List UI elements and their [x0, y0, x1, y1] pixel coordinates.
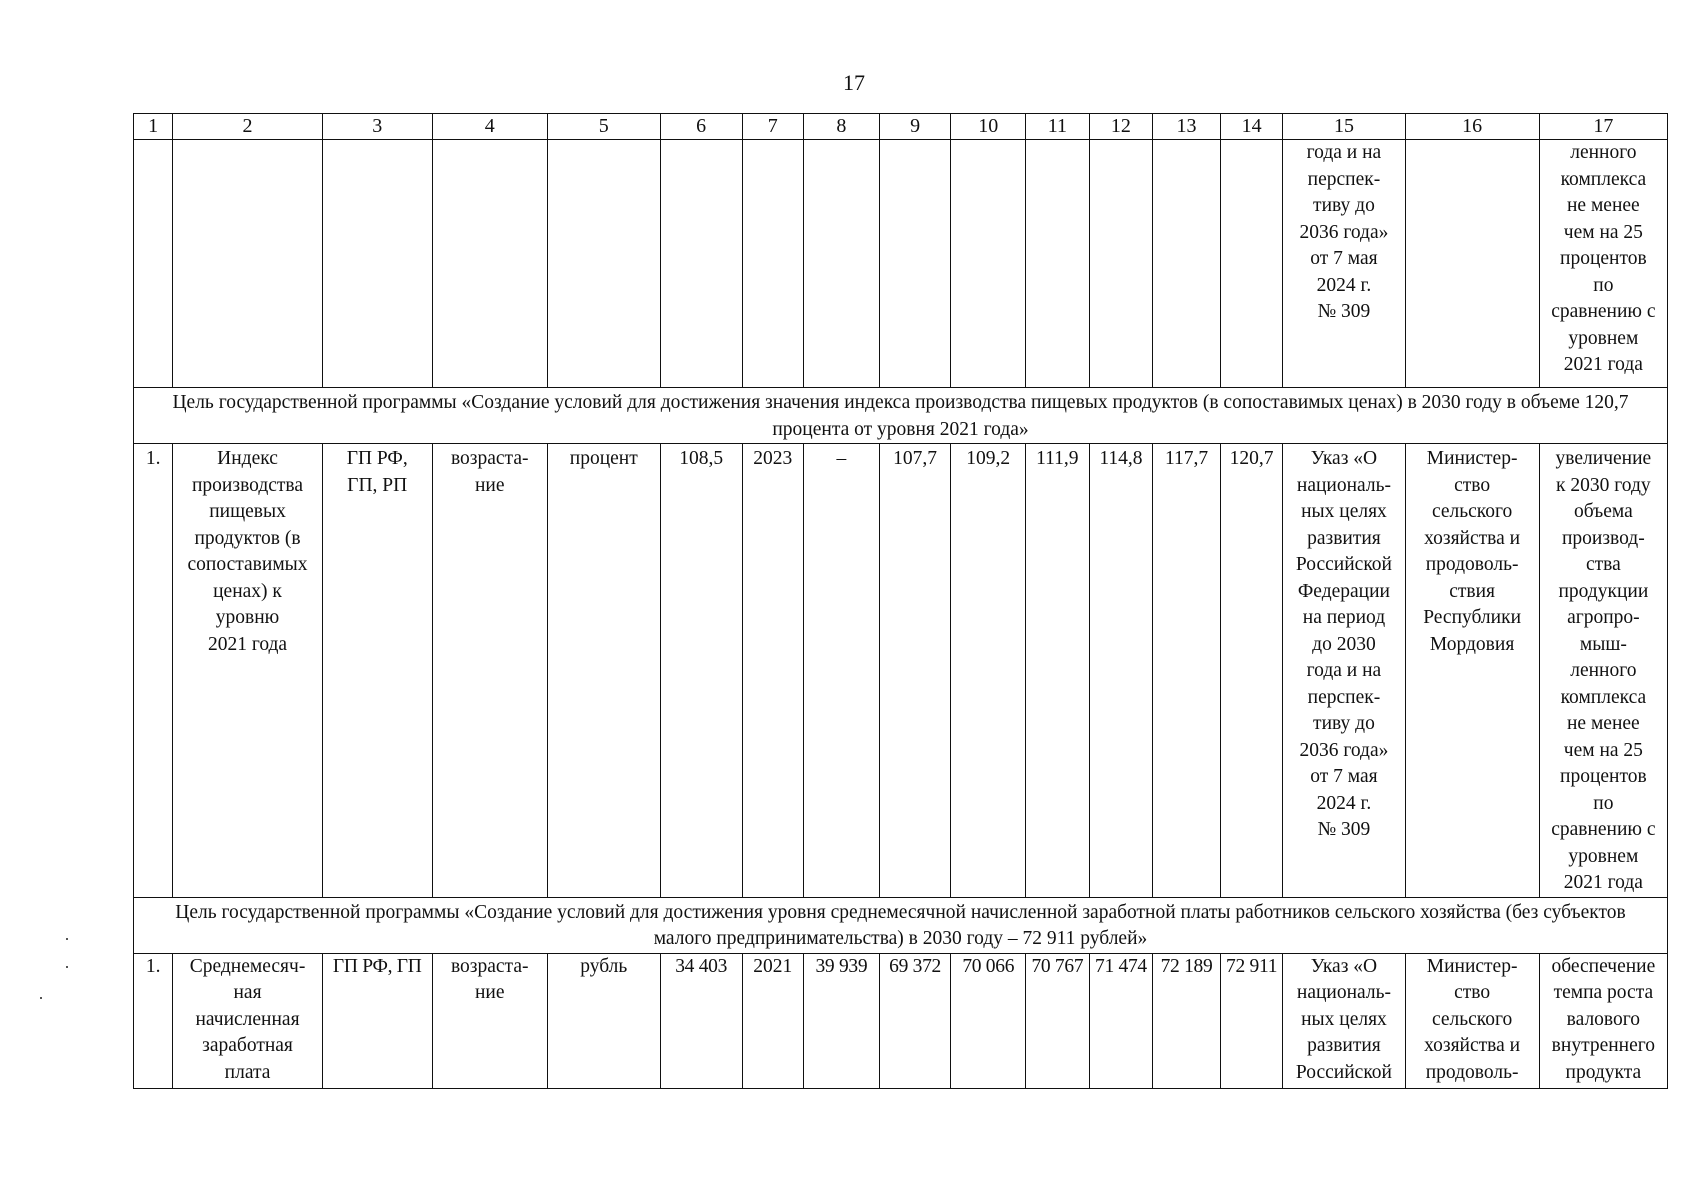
- year-value: 114,8: [1089, 444, 1153, 898]
- empty-cell: [322, 140, 432, 388]
- empty-cell: [1405, 140, 1539, 388]
- header-cell: 13: [1153, 114, 1221, 140]
- empty-cell: [660, 140, 742, 388]
- goal-heading: Цель государственной программы «Создание условий для достижения значения индекса производства пищевых продуктов (в сопоставимых ценах) в 2030 году в объеме 120,7 процента от уровня 2021 года»: [134, 388, 1668, 444]
- indicator-name: Индекс производства пищевых продуктов (в сопоставимых ценах) к уровню 2021 года: [173, 444, 322, 898]
- empty-cell: [742, 140, 804, 388]
- empty-cell: [432, 140, 547, 388]
- legal-basis-cell: года и на перспек- тиву до 2036 года» от 7 мая 2024 г. № 309: [1283, 140, 1405, 388]
- year-value: 39 939: [804, 953, 880, 1088]
- year-value: 117,7: [1153, 444, 1221, 898]
- header-cell: 10: [951, 114, 1026, 140]
- base-value: 108,5: [660, 444, 742, 898]
- year-value: 70 066: [951, 953, 1026, 1088]
- link-to-national-goal-cell: увеличение к 2030 году объема производ- ства продукции агропро- мыш- ленного комплекса не менее чем на 25 процентов по сравнению с уровнем 2021 года: [1539, 444, 1667, 898]
- year-value: 71 474: [1089, 953, 1153, 1088]
- indicator-trend: возраста- ние: [432, 444, 547, 898]
- header-cell: 15: [1283, 114, 1405, 140]
- empty-cell: [547, 140, 660, 388]
- year-value: 107,7: [879, 444, 951, 898]
- legal-basis-cell: Указ «О националь- ных целях развития Российской Федерации на период до 2030 года и на перспек- тиву до 2036 года» от 7 мая 2024 г. № 309: [1283, 444, 1405, 898]
- header-cell: 16: [1405, 114, 1539, 140]
- row-number: 1.: [134, 953, 173, 1088]
- header-cell: 3: [322, 114, 432, 140]
- empty-cell: [134, 140, 173, 388]
- continuation-row: [134, 140, 1668, 388]
- empty-cell: [1026, 140, 1090, 388]
- header-cell: 9: [879, 114, 951, 140]
- legal-basis-cell: Указ «О националь- ных целях развития Российской: [1283, 953, 1405, 1088]
- goal-heading: Цель государственной программы «Создание условий для достижения уровня среднемесячной начисленной заработной платы работников сельского хозяйства (без субъектов малого предпринимательства) в 2030 году – 72 911 рублей»: [134, 897, 1668, 953]
- empty-cell: [804, 140, 880, 388]
- base-value: 34 403: [660, 953, 742, 1088]
- base-year: 2021: [742, 953, 804, 1088]
- header-cell: 11: [1026, 114, 1090, 140]
- indicator-level: ГП РФ, ГП: [322, 953, 432, 1088]
- scan-speck: [66, 966, 68, 968]
- header-cell: 5: [547, 114, 660, 140]
- header-row: [134, 114, 1668, 140]
- goal-row: [134, 388, 1668, 444]
- indicator-trend: возраста- ние: [432, 953, 547, 1088]
- header-cell: 4: [432, 114, 547, 140]
- header-cell: 1: [134, 114, 173, 140]
- indicator-row: [134, 953, 1668, 1088]
- header-cell: 2: [173, 114, 322, 140]
- link-to-national-goal-cell: обеспечение темпа роста валового внутреннего продукта: [1539, 953, 1667, 1088]
- indicator-level: ГП РФ, ГП, РП: [322, 444, 432, 898]
- year-value: 111,9: [1026, 444, 1090, 898]
- empty-cell: [1089, 140, 1153, 388]
- year-value: 120,7: [1220, 444, 1283, 898]
- scan-speck: [40, 997, 42, 999]
- goal-row: [134, 897, 1668, 953]
- indicator-name: Среднемесяч- ная начисленная заработная плата: [173, 953, 322, 1088]
- year-value: 70 767: [1026, 953, 1090, 1088]
- header-cell: 14: [1220, 114, 1283, 140]
- year-value: 69 372: [879, 953, 951, 1088]
- scan-speck: [66, 938, 68, 940]
- header-cell: 6: [660, 114, 742, 140]
- empty-cell: [879, 140, 951, 388]
- responsible-body: Министер- ство сельского хозяйства и продоволь- ствия Республики Мордовия: [1405, 444, 1539, 898]
- header-cell: 12: [1089, 114, 1153, 140]
- base-year: 2023: [742, 444, 804, 898]
- year-value: 72 911: [1220, 953, 1283, 1088]
- year-value: 109,2: [951, 444, 1026, 898]
- year-value: –: [804, 444, 880, 898]
- empty-cell: [951, 140, 1026, 388]
- row-number: 1.: [134, 444, 173, 898]
- empty-cell: [173, 140, 322, 388]
- unit: процент: [547, 444, 660, 898]
- unit: рубль: [547, 953, 660, 1088]
- year-value: 72 189: [1153, 953, 1221, 1088]
- link-to-national-goal-cell: ленного комплекса не менее чем на 25 процентов по сравнению с уровнем 2021 года: [1539, 140, 1667, 388]
- header-cell: 8: [804, 114, 880, 140]
- indicators-table: [133, 113, 1668, 1089]
- responsible-body: Министер- ство сельского хозяйства и продоволь-: [1405, 953, 1539, 1088]
- indicator-row: [134, 444, 1668, 898]
- page-number: 17: [843, 70, 865, 95]
- empty-cell: [1220, 140, 1283, 388]
- header-cell: 17: [1539, 114, 1667, 140]
- header-cell: 7: [742, 114, 804, 140]
- empty-cell: [1153, 140, 1221, 388]
